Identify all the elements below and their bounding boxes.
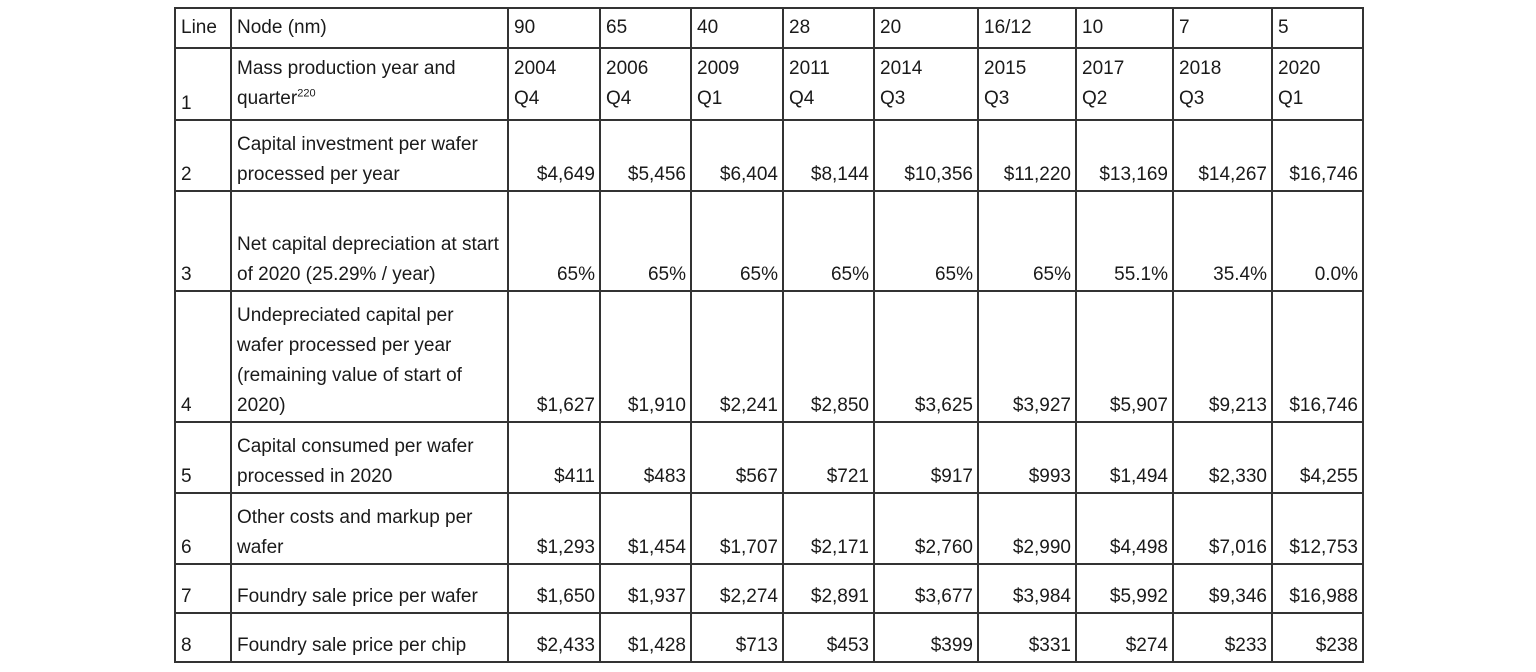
cell-value: 65% <box>691 191 783 291</box>
cell-value: $993 <box>978 422 1076 493</box>
cell-value: $2,241 <box>691 291 783 422</box>
cell-value: $3,677 <box>874 564 978 613</box>
line-number: 3 <box>175 191 231 291</box>
cell-value: 65% <box>978 191 1076 291</box>
header-row <box>175 8 1363 48</box>
footnote-marker: 220 <box>297 87 316 100</box>
cell-value: 65% <box>874 191 978 291</box>
cell-value: $238 <box>1272 613 1363 662</box>
row-label: Foundry sale price per chip <box>231 613 508 662</box>
cell-value: $917 <box>874 422 978 493</box>
header-node-value: 90 <box>508 8 600 48</box>
cell-value: 65% <box>600 191 691 291</box>
header-node-value: 10 <box>1076 8 1173 48</box>
line-number: 8 <box>175 613 231 662</box>
cell-value: $2,850 <box>783 291 874 422</box>
cell-value: $6,404 <box>691 120 783 191</box>
cell-value: $1,454 <box>600 493 691 564</box>
table-row <box>175 422 1363 493</box>
line-number: 7 <box>175 564 231 613</box>
cell-value: $1,937 <box>600 564 691 613</box>
row-label: Net capital depreciation at start of 2020 (25.29% / year) <box>231 191 508 291</box>
cell-value: $2,330 <box>1173 422 1272 493</box>
cell-value: 2017 Q2 <box>1082 58 1125 109</box>
line-number: 1 <box>175 48 231 120</box>
cell-value: $1,707 <box>691 493 783 564</box>
cell-value: $1,627 <box>508 291 600 422</box>
cell-value: 65% <box>783 191 874 291</box>
line-number: 5 <box>175 422 231 493</box>
cell-value: $9,346 <box>1173 564 1272 613</box>
cell-value: $5,456 <box>600 120 691 191</box>
table-row <box>175 613 1363 662</box>
cell-value: $4,255 <box>1272 422 1363 493</box>
header-node-value: 7 <box>1173 8 1272 48</box>
cell-value: $1,293 <box>508 493 600 564</box>
table-row <box>175 493 1363 564</box>
cell-value: $16,988 <box>1272 564 1363 613</box>
cell-value: $483 <box>600 422 691 493</box>
cell-value: $2,760 <box>874 493 978 564</box>
table-row <box>175 291 1363 422</box>
cell-value: $3,984 <box>978 564 1076 613</box>
cell-value: $8,144 <box>783 120 874 191</box>
cell-value: 2011 Q4 <box>789 58 830 109</box>
cell-value: $1,650 <box>508 564 600 613</box>
header-node-value: 65 <box>600 8 691 48</box>
cell-value: $331 <box>978 613 1076 662</box>
header-node-value: 28 <box>783 8 874 48</box>
cell-value: $1,428 <box>600 613 691 662</box>
cell-value: $9,213 <box>1173 291 1272 422</box>
cell-value: $14,267 <box>1173 120 1272 191</box>
cell-value: $5,907 <box>1076 291 1173 422</box>
cell-value: $2,171 <box>783 493 874 564</box>
row-label: Capital investment per wafer processed per year <box>231 120 508 191</box>
header-node-value: 40 <box>691 8 783 48</box>
cell-value: $1,910 <box>600 291 691 422</box>
cell-value: $12,753 <box>1272 493 1363 564</box>
table-row <box>175 120 1363 191</box>
cell-value: $721 <box>783 422 874 493</box>
row-label: Other costs and markup per wafer <box>231 493 508 564</box>
header-node: Node (nm) <box>231 8 508 48</box>
cell-value: $1,494 <box>1076 422 1173 493</box>
line-number: 4 <box>175 291 231 422</box>
header-node-value: 20 <box>874 8 978 48</box>
cell-value: $713 <box>691 613 783 662</box>
row-label: Capital consumed per wafer processed in 2020 <box>231 422 508 493</box>
cell-value: 35.4% <box>1173 191 1272 291</box>
cell-value: $16,746 <box>1272 120 1363 191</box>
cell-value: $411 <box>508 422 600 493</box>
cell-value: 2018 Q3 <box>1179 58 1222 109</box>
cell-value: $4,498 <box>1076 493 1173 564</box>
row-label: Foundry sale price per wafer <box>231 564 508 613</box>
cell-value: $5,992 <box>1076 564 1173 613</box>
cell-value: 65% <box>508 191 600 291</box>
cell-value: 2004 Q4 <box>514 58 557 109</box>
cell-value: $567 <box>691 422 783 493</box>
cell-value: $453 <box>783 613 874 662</box>
cell-value: $11,220 <box>978 120 1076 191</box>
header-line: Line <box>175 8 231 48</box>
cell-value: $7,016 <box>1173 493 1272 564</box>
cell-value: 55.1% <box>1076 191 1173 291</box>
cell-value: $2,990 <box>978 493 1076 564</box>
cell-value: $13,169 <box>1076 120 1173 191</box>
header-node-value: 16/12 <box>978 8 1076 48</box>
cell-value: 2020 Q1 <box>1278 58 1321 109</box>
table-row <box>175 191 1363 291</box>
cell-value: 2015 Q3 <box>984 58 1027 109</box>
cell-value: $3,625 <box>874 291 978 422</box>
cell-value: $233 <box>1173 613 1272 662</box>
cell-value: $2,433 <box>508 613 600 662</box>
cell-value: $4,649 <box>508 120 600 191</box>
cell-value: 2009 Q1 <box>697 58 740 109</box>
cell-value: $399 <box>874 613 978 662</box>
table-row <box>175 564 1363 613</box>
foundry-cost-table <box>174 7 1364 663</box>
cell-value: 2006 Q4 <box>606 58 649 109</box>
row-label-text: Mass production year and quarter <box>237 58 456 109</box>
cell-value: $16,746 <box>1272 291 1363 422</box>
row-label: Undepreciated capital per wafer processed per year (remaining value of start of 2020) <box>231 291 508 422</box>
cell-value: $3,927 <box>978 291 1076 422</box>
row-label <box>231 48 508 120</box>
cell-value: $2,891 <box>783 564 874 613</box>
cell-value: 2014 Q3 <box>880 58 923 109</box>
line-number: 2 <box>175 120 231 191</box>
line-number: 6 <box>175 493 231 564</box>
cell-value: $274 <box>1076 613 1173 662</box>
header-node-value: 5 <box>1272 8 1363 48</box>
table-row <box>175 48 1363 120</box>
cell-value: $2,274 <box>691 564 783 613</box>
cell-value: 0.0% <box>1272 191 1363 291</box>
cell-value: $10,356 <box>874 120 978 191</box>
